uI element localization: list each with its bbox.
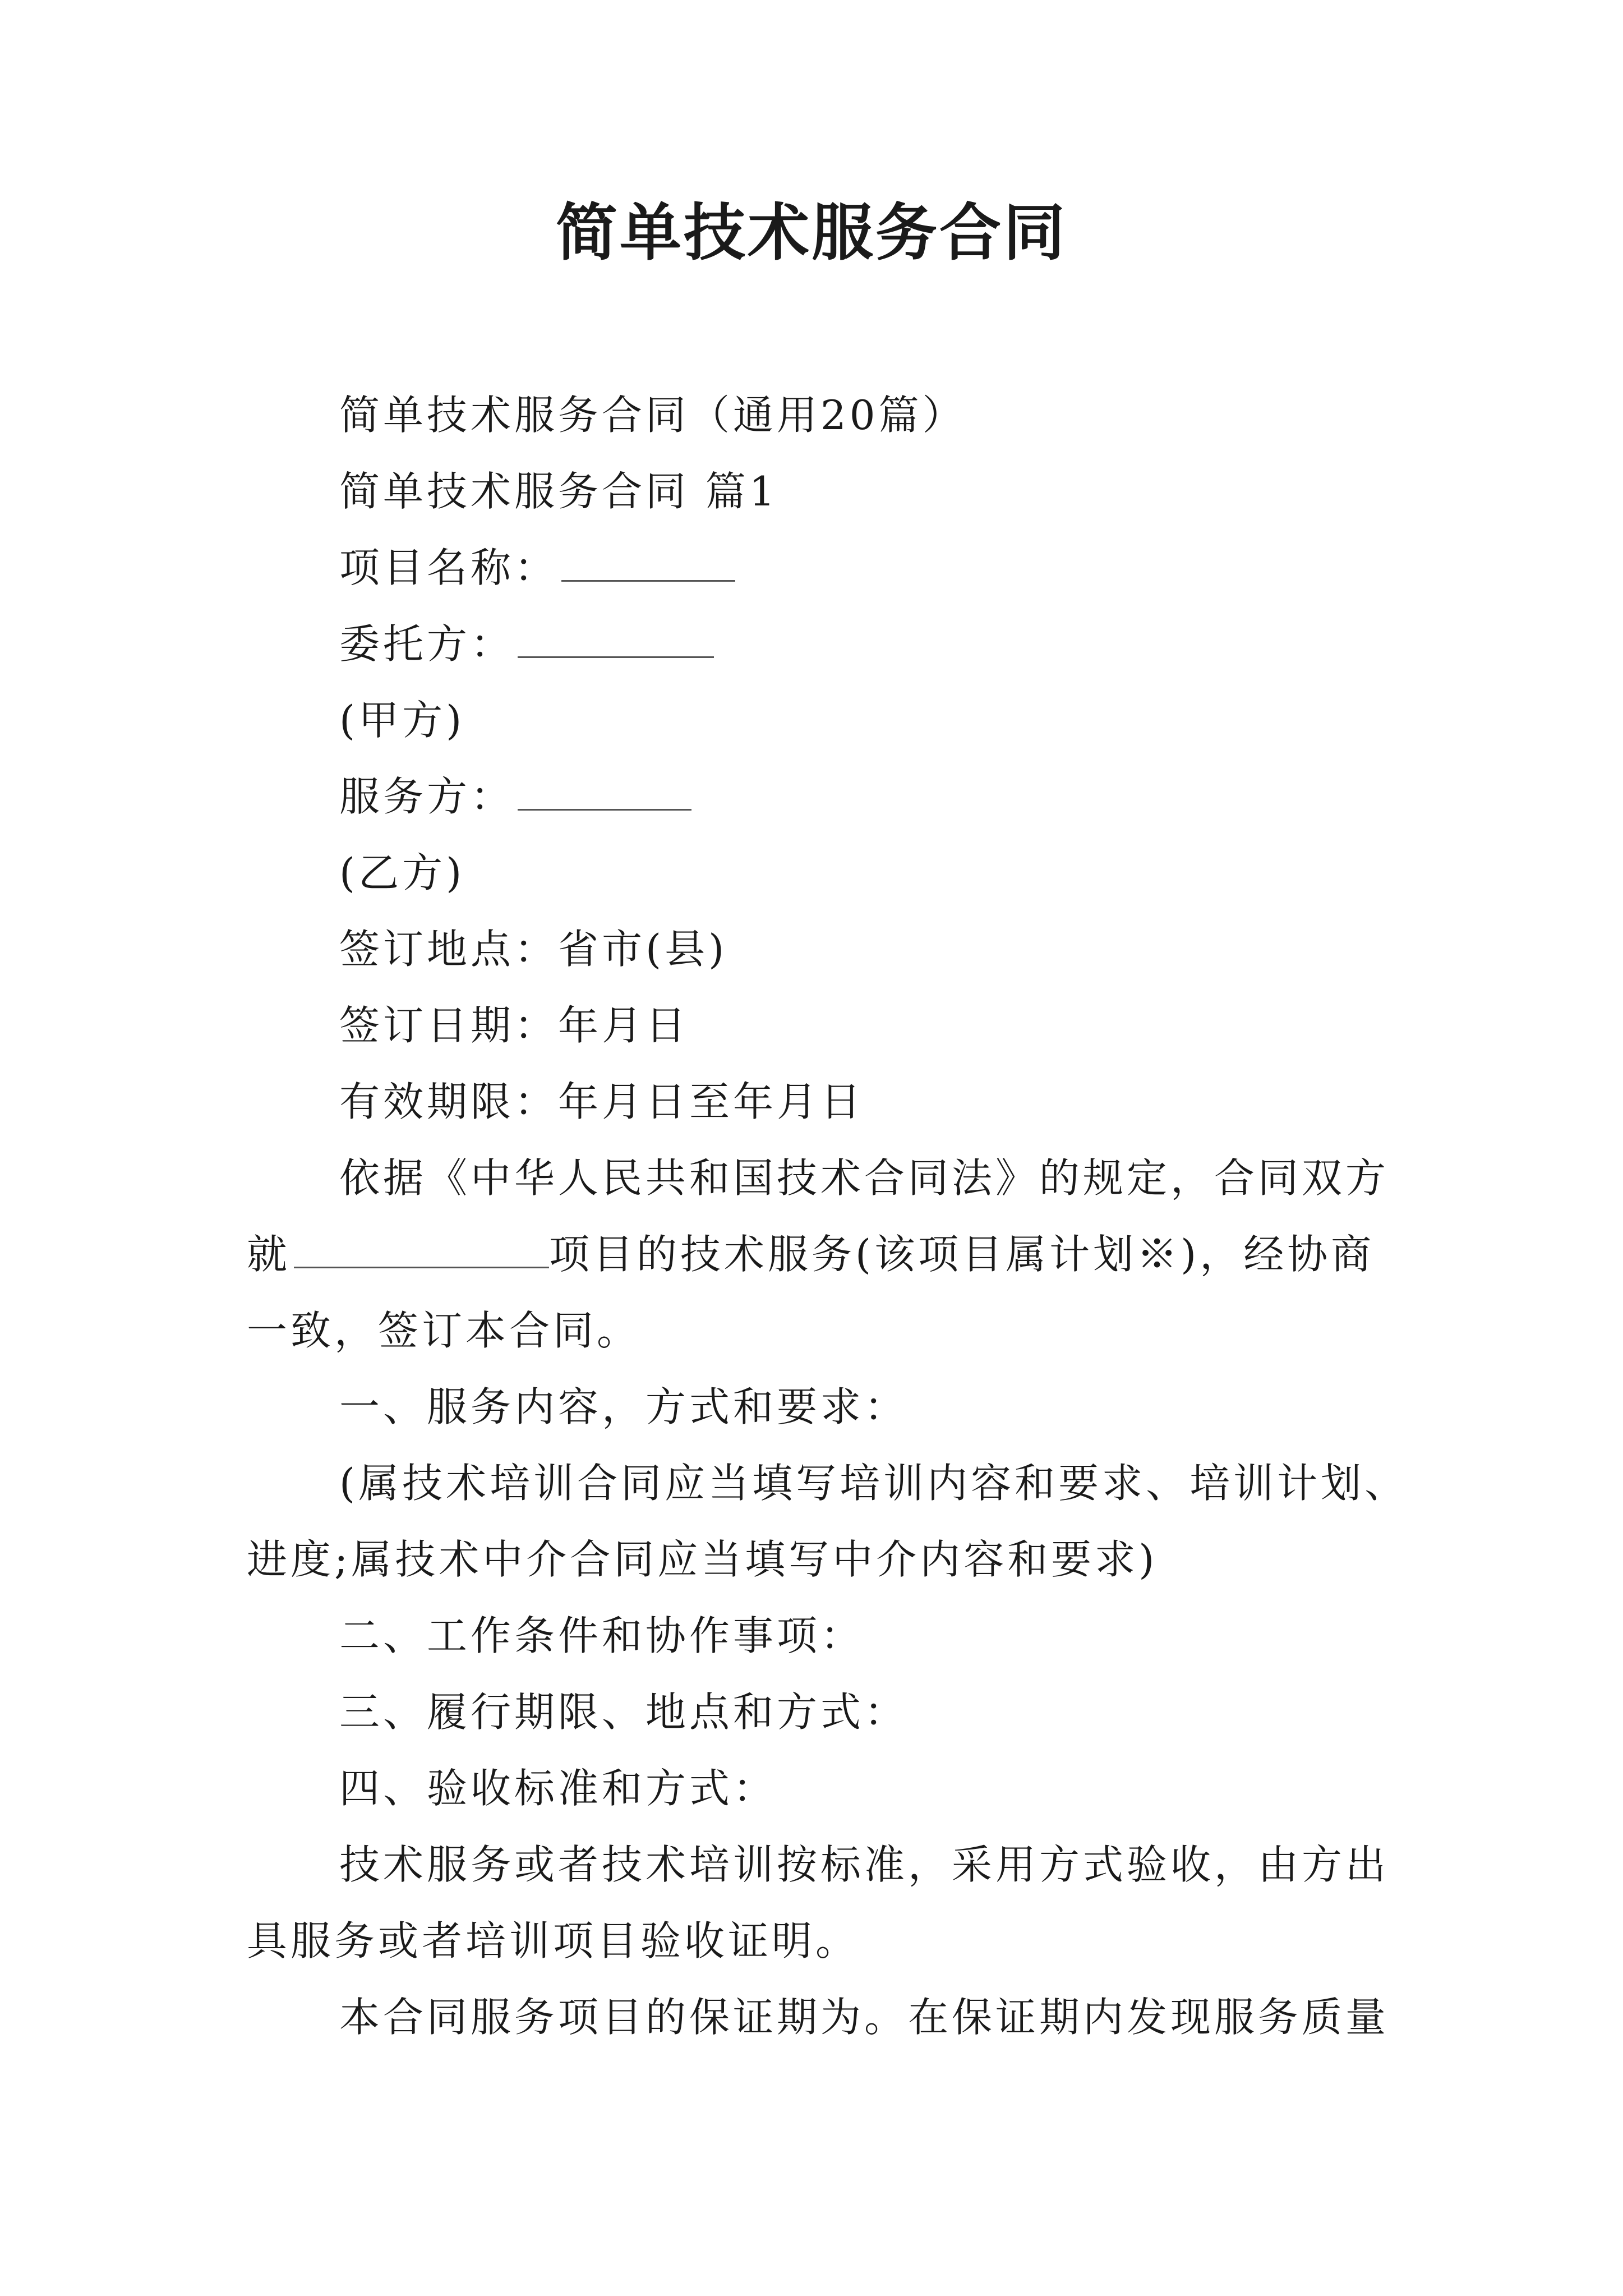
party-a-label: (甲方) — [339, 697, 465, 744]
preamble-line-3: 一致，签订本合同。 — [247, 1307, 641, 1354]
clause-1-note-line-1: (属技术培训合同应当填写培训内容和要求、培训计划、 — [339, 1460, 1409, 1507]
clause-1-heading: 一、服务内容，方式和要求： — [339, 1383, 909, 1430]
clause-2-heading: 二、工作条件和协作事项： — [339, 1612, 865, 1659]
client-field — [339, 616, 714, 672]
clause-4-text-line-1: 技术服务或者技术培训按标准，采用方式验收，由方出 — [339, 1841, 1390, 1888]
clause-4-text-line-2: 具服务或者培训项目验收证明。 — [247, 1917, 860, 1964]
provider-blank — [518, 774, 691, 811]
clause-1-note-line-2: 进度;属技术中介合同应当填写中介内容和要求) — [247, 1536, 1158, 1583]
clause-4-heading: 四、验收标准和方式： — [339, 1765, 777, 1812]
provider-field — [339, 769, 691, 825]
party-b-label: (乙方) — [339, 849, 465, 896]
warranty-line-1: 本合同服务项目的保证期为。在保证期内发现服务质量 — [339, 1994, 1390, 2041]
client-blank — [518, 622, 714, 658]
project-name-field — [339, 540, 735, 596]
signing-place: 签订地点：省市(县) — [339, 926, 728, 973]
clause-3-heading: 三、履行期限、地点和方式： — [339, 1688, 909, 1736]
document-title: 简单技术服务合同 — [556, 197, 1067, 269]
validity-period: 有效期限：年月日至年月日 — [339, 1078, 865, 1125]
project-name-label: 项目名称： — [339, 544, 559, 591]
preamble-prefix: 就 — [247, 1231, 291, 1278]
section-heading: 简单技术服务合同 篇1 — [339, 468, 778, 515]
project-name-blank — [561, 545, 735, 582]
preamble-line-2 — [247, 1226, 1375, 1282]
document-subtitle: 简单技术服务合同（通用20篇） — [339, 392, 966, 439]
provider-label: 服务方： — [339, 773, 515, 820]
signing-date: 签订日期：年月日 — [339, 1002, 690, 1049]
project-blank — [294, 1232, 549, 1268]
preamble-line-1: 依据《中华人民共和国技术合同法》的规定，合同双方 — [339, 1154, 1390, 1202]
preamble-suffix: 项目的技术服务(该项目属计划※)，经协商 — [549, 1231, 1375, 1278]
client-label: 委托方： — [339, 620, 515, 668]
